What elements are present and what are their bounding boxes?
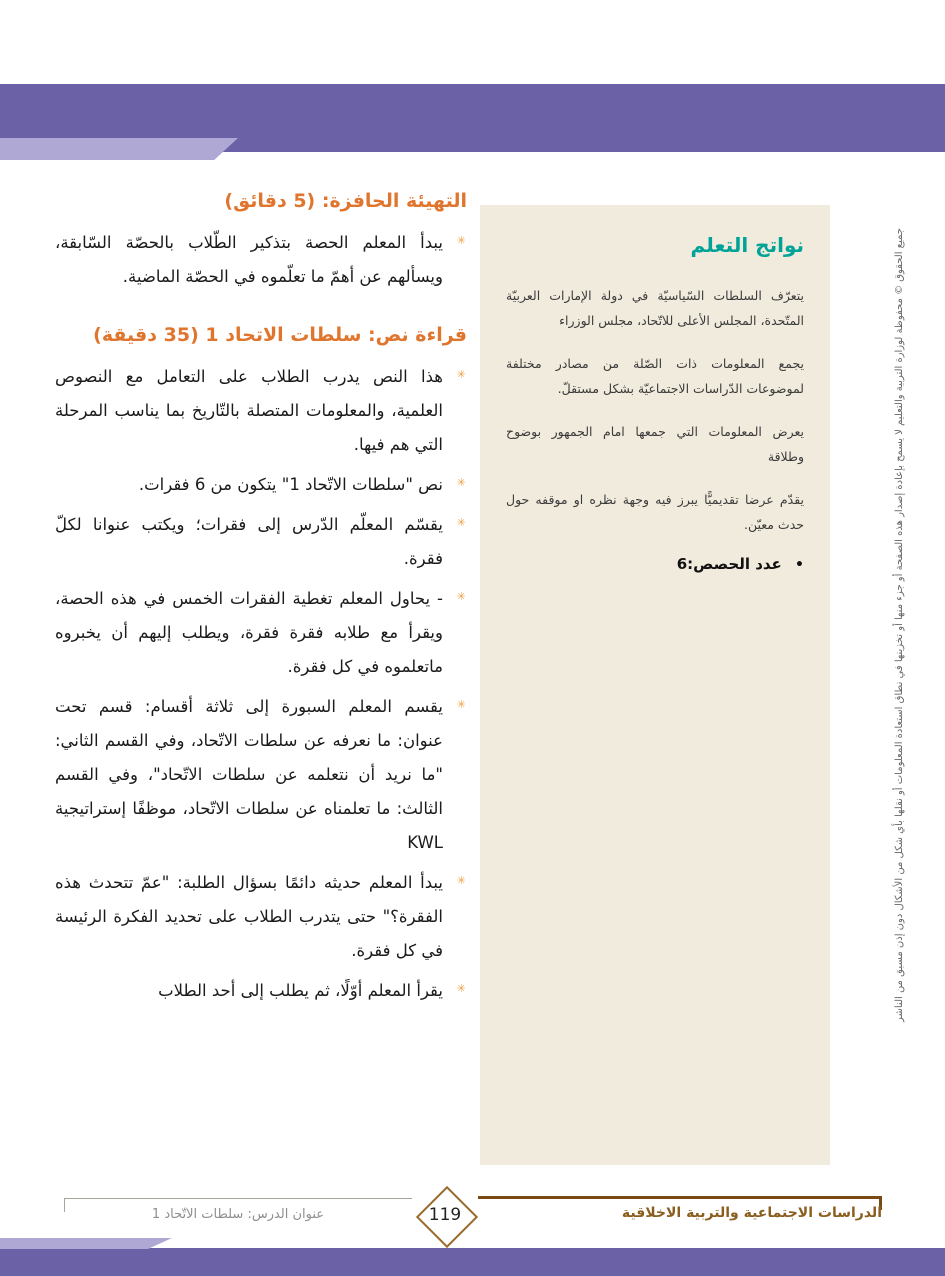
bullet-list — [55, 226, 467, 294]
bullet-text: يبدأ المعلم حديثه دائمًا بسؤال الطلبة: "عمّ تتحدث هذه الفقرة؟" حتى يتدرب الطلاب على تحديد الفكرة الرئيسة في كل فقرة. — [55, 873, 443, 960]
bullet-text: يقسّم المعلّم الدّرس إلى فقرات؛ ويكتب عنوانا لكلّ فقرة. — [55, 515, 443, 568]
sessions-count — [506, 555, 804, 573]
bullet-text: يقرأ المعلم أوّلًا، ثم يطلب إلى أحد الطلاب — [158, 981, 443, 1000]
bullet-star-icon: ✳ — [456, 982, 466, 995]
footer-rule-left — [64, 1198, 412, 1199]
list-item — [55, 690, 467, 860]
outcome-item: يعرض المعلومات التي جمعها امام الجمهور بوضوح وطلاقة — [506, 424, 804, 464]
section-heading: التهيئة الحافزة: (5 دقائق) — [224, 190, 467, 212]
section-heading: قراءة نص: سلطات الاتحاد 1 (35 دقيقة) — [93, 324, 467, 346]
bullet-star-icon: ✳ — [456, 476, 466, 489]
top-banner-accent — [0, 138, 238, 160]
lesson-content — [55, 190, 467, 1014]
list-item — [55, 974, 467, 1008]
list-item — [55, 468, 467, 502]
bullet-list — [55, 360, 467, 1008]
learning-outcomes-panel — [480, 205, 830, 1165]
bullet-star-icon: ✳ — [456, 516, 466, 529]
bullet-star-icon: ✳ — [456, 698, 466, 711]
bullet-text: نص "سلطات الاتّحاد 1" يتكون من 6 فقرات. — [138, 475, 443, 494]
outcome-item: يجمع المعلومات ذات الصّلة من مصادر مختلفة لموضوعات الدّراسات الاجتماعيّة بشكل مستقلّ. — [506, 356, 804, 396]
footer-subject-title: الدراسات الاجتماعية والتربية الاخلاقية — [621, 1205, 882, 1221]
bullet-text: يقسم المعلم السبورة إلى ثلاثة أقسام: قسم تحت عنوان: ما نعرفه عن سلطات الاتّحاد، وفي القسم الثاني: "ما نريد أن نتعلمه عن سلطات الاتّحاد"، وفي القسم الثالث: ما تعلمناه عن سلطات الاتّحاد، موظفًا إستراتيجية KWL — [55, 697, 443, 852]
list-item — [55, 866, 467, 968]
section-warmup — [55, 190, 467, 294]
list-item — [55, 508, 467, 576]
learning-outcomes-title: نواتج التعلم — [690, 233, 804, 257]
page-number: 119 — [428, 1205, 462, 1225]
outcome-item: يقدّم عرضا تقديميًّا يبرز فيه وجهة نظره او موقفه حول حدث معيّن. — [506, 492, 804, 532]
copyright-vertical: جميع الحقوق © محفوظة لوزارة التربية والتعليم لا يسمح بإعادة إصدار هذه الصفحة أو جزء منها أو تخزينها في نطاق استعادة المعلومات أو نقلها بأي شكل من الأشكال دون إذن مسبق من الناشر — [894, 228, 905, 1023]
footer-lesson-title: عنوان الدرس: سلطات الاتّحاد 1 — [151, 1207, 325, 1222]
bullet-star-icon: ✳ — [456, 234, 466, 247]
footer-rule-right — [478, 1196, 882, 1199]
bullet-star-icon: ✳ — [456, 368, 466, 381]
bullet-text: هذا النص يدرب الطلاب على التعامل مع النصوص العلمية، والمعلومات المتصلة بالتّاريخ بما يناسب المرحلة التي هم فيها. — [55, 367, 443, 454]
sessions-label: عدد الحصص:6 — [676, 555, 782, 573]
list-item — [55, 360, 467, 462]
bottom-banner — [0, 1248, 945, 1276]
bullet-star-icon: ✳ — [456, 874, 466, 887]
outcome-item: يتعرّف السلطات السّياسيّة في دولة الإمارات العربيّة المتّحدة، المجلس الأعلى للاتّحاد، مجلس الوزراء — [506, 288, 804, 328]
list-item — [55, 226, 467, 294]
bullet-dot-icon: • — [795, 557, 804, 573]
bottom-banner-accent — [0, 1238, 172, 1249]
bullet-text: يبدأ المعلم الحصة بتذكير الطّلاب بالحصّة السّابقة، ويسألهم عن أهمّ ما تعلّموه في الحصّة الماضية. — [55, 233, 443, 286]
section-reading — [55, 324, 467, 1008]
list-item — [55, 582, 467, 684]
bullet-text: - يحاول المعلم تغطية الفقرات الخمس في هذه الحصة، ويقرأ مع طلابه فقرة فقرة، ويطلب إليهم أن يخبروه ماتعلموه في كل فقرة. — [55, 589, 443, 676]
bullet-star-icon: ✳ — [456, 590, 466, 603]
